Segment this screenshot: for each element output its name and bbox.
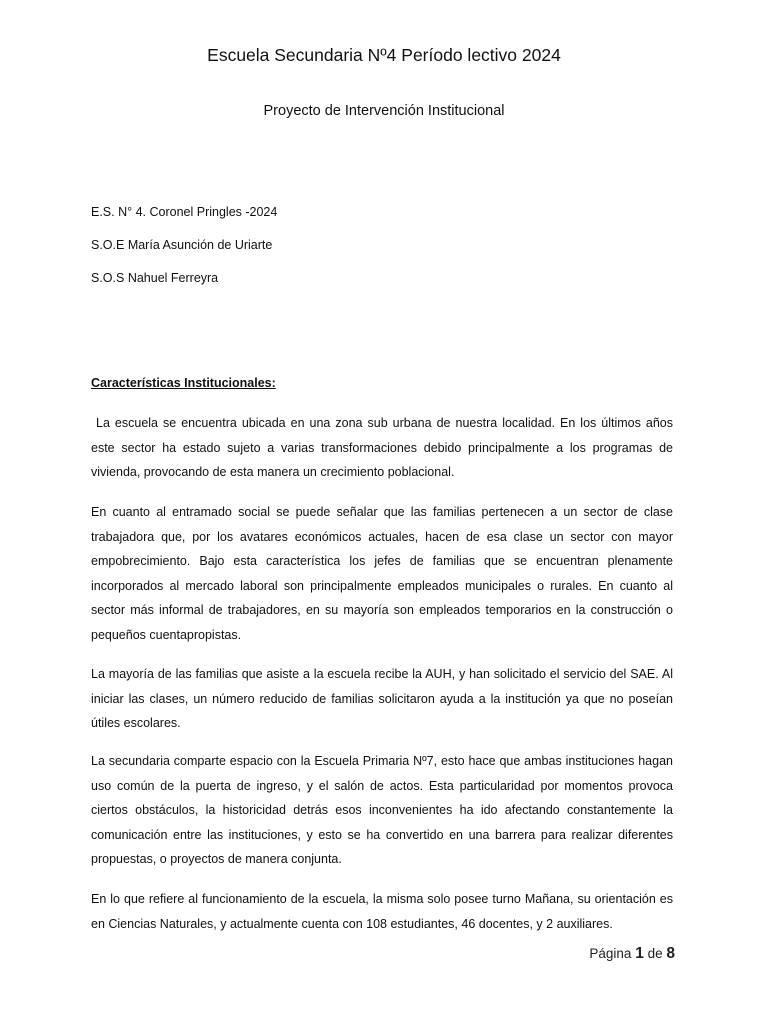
paragraph: La mayoría de las familias que asiste a la escuela recibe la AUH, y han solicitado el servicio del SAE. Al iniciar las clases, un número reducido de familias solicitaron ayuda a la institución ya que no poseían útiles escolares. [91, 667, 673, 730]
page-total: 8 [666, 945, 675, 962]
paragraph: La secundaria comparte espacio con la Escuela Primaria Nº7, esto hace que ambas instituciones hagan uso común de la puerta de ingreso, y el salón de actos. Esta particularidad por momentos provoca ciertos obstáculos, la historicidad detrás esos inconvenientes ha ido afectando constantemente la comunicación entre las instituciones, y esto se ha convertido en una barrera para realizar diferentes propuestas, o proyectos de manera conjunta. [91, 754, 673, 866]
section-heading: Características Institucionales: [91, 376, 276, 390]
paragraph: En lo que refiere al funcionamiento de la escuela, la misma solo posee turno Mañana, su orientación es en Ciencias Naturales, y actualmente cuenta con 108 estudiantes, 46 docentes, y 2 auxiliares. [91, 892, 673, 931]
school-line: E.S. N° 4. Coronel Pringles -2024 [91, 205, 278, 219]
soe-line: S.O.E María Asunción de Uriarte [91, 238, 273, 252]
sos-line: S.O.S Nahuel Ferreyra [91, 271, 219, 285]
page-current: 1 [635, 945, 644, 962]
paragraph: La escuela se encuentra ubicada en una zona sub urbana de nuestra localidad. En los últimos años este sector ha estado sujeto a varias transformaciones debido principalmente a los programas de vivienda, provocando de esta manera un crecimiento poblacional. [91, 416, 677, 479]
page-number [589, 945, 675, 963]
page-of: de [647, 946, 663, 961]
paragraph: En cuanto al entramado social se puede señalar que las familias pertenecen a un sector de clase trabajadora que, por los avatares económicos actuales, hacen de esa clase un sector con mayor empobrecimiento. Bajo esta característica los jefes de familias que se encuentran plenamente incorporados al mercado laboral son principalmente empleados municipales o rurales. En cuanto al sector más informal de trabajadores, en su mayoría son empleados temporarios en la construcción o pequeños cuentapropistas. [91, 505, 673, 642]
document-subtitle: Proyecto de Intervención Institucional [263, 103, 505, 119]
page-word: Página [589, 946, 632, 961]
document-title: Escuela Secundaria Nº4 Período lectivo 2024 [207, 45, 561, 65]
